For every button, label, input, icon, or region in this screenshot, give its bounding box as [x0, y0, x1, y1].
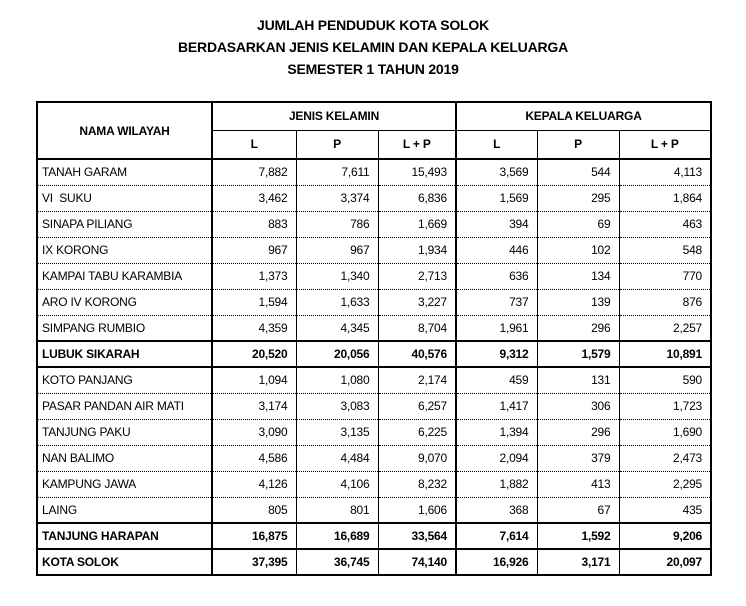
table-row — [37, 263, 711, 289]
table-row — [37, 393, 711, 419]
value-cell: 9,312 — [456, 341, 537, 367]
region-name-cell: KOTO PANJANG — [37, 367, 212, 393]
subtotal-row — [37, 341, 711, 367]
table-row — [37, 419, 711, 445]
value-cell: 4,484 — [296, 445, 378, 471]
column-header-kk-lp: L + P — [619, 130, 711, 159]
table-row — [37, 497, 711, 523]
value-cell: 805 — [212, 497, 296, 523]
value-cell: 3,174 — [212, 393, 296, 419]
value-cell: 20,520 — [212, 341, 296, 367]
value-cell: 6,836 — [378, 185, 456, 211]
value-cell: 379 — [537, 445, 619, 471]
value-cell: 876 — [619, 289, 711, 315]
value-cell: 3,171 — [537, 549, 619, 575]
value-cell: 1,080 — [296, 367, 378, 393]
column-header-jk-p: P — [296, 130, 378, 159]
value-cell: 4,586 — [212, 445, 296, 471]
value-cell: 3,135 — [296, 419, 378, 445]
value-cell: 296 — [537, 419, 619, 445]
report-title-block — [0, 0, 746, 80]
subtotal-row — [37, 549, 711, 575]
value-cell: 786 — [296, 211, 378, 237]
table-row — [37, 315, 711, 341]
value-cell: 1,934 — [378, 237, 456, 263]
value-cell: 7,611 — [296, 159, 378, 185]
value-cell: 4,113 — [619, 159, 711, 185]
value-cell: 1,961 — [456, 315, 537, 341]
region-name-cell: KAMPUNG JAWA — [37, 471, 212, 497]
value-cell: 7,614 — [456, 523, 537, 549]
region-name-cell: TANJUNG HARAPAN — [37, 523, 212, 549]
value-cell: 131 — [537, 367, 619, 393]
value-cell: 9,206 — [619, 523, 711, 549]
region-name-cell: TANAH GARAM — [37, 159, 212, 185]
value-cell: 435 — [619, 497, 711, 523]
population-table — [36, 101, 712, 576]
value-cell: 1,723 — [619, 393, 711, 419]
value-cell: 6,257 — [378, 393, 456, 419]
value-cell: 1,592 — [537, 523, 619, 549]
value-cell: 74,140 — [378, 549, 456, 575]
region-name-cell: VI SUKU — [37, 185, 212, 211]
value-cell: 967 — [296, 237, 378, 263]
value-cell: 36,745 — [296, 549, 378, 575]
column-header-kk-l: L — [456, 130, 537, 159]
value-cell: 2,094 — [456, 445, 537, 471]
value-cell: 1,669 — [378, 211, 456, 237]
value-cell: 967 — [212, 237, 296, 263]
value-cell: 7,882 — [212, 159, 296, 185]
value-cell: 20,097 — [619, 549, 711, 575]
value-cell: 2,713 — [378, 263, 456, 289]
value-cell: 1,569 — [456, 185, 537, 211]
value-cell: 8,232 — [378, 471, 456, 497]
column-group-kepala-keluarga: KEPALA KELUARGA — [456, 102, 711, 130]
value-cell: 413 — [537, 471, 619, 497]
column-header-jk-lp: L + P — [378, 130, 456, 159]
value-cell: 1,373 — [212, 263, 296, 289]
value-cell: 3,569 — [456, 159, 537, 185]
region-name-cell: TANJUNG PAKU — [37, 419, 212, 445]
table-body — [37, 159, 711, 575]
region-name-cell: KOTA SOLOK — [37, 549, 212, 575]
value-cell: 2,295 — [619, 471, 711, 497]
value-cell: 67 — [537, 497, 619, 523]
value-cell: 295 — [537, 185, 619, 211]
table-row — [37, 237, 711, 263]
value-cell: 544 — [537, 159, 619, 185]
value-cell: 636 — [456, 263, 537, 289]
value-cell: 10,891 — [619, 341, 711, 367]
table-header — [37, 102, 711, 159]
region-name-cell: ARO IV KORONG — [37, 289, 212, 315]
region-name-cell: SINAPA PILIANG — [37, 211, 212, 237]
value-cell: 1,864 — [619, 185, 711, 211]
region-name-cell: SIMPANG RUMBIO — [37, 315, 212, 341]
value-cell: 1,094 — [212, 367, 296, 393]
value-cell: 8,704 — [378, 315, 456, 341]
value-cell: 4,359 — [212, 315, 296, 341]
value-cell: 1,579 — [537, 341, 619, 367]
column-group-jenis-kelamin: JENIS KELAMIN — [212, 102, 456, 130]
table-row — [37, 289, 711, 315]
value-cell: 16,875 — [212, 523, 296, 549]
region-name-cell: NAN BALIMO — [37, 445, 212, 471]
table-row — [37, 185, 711, 211]
value-cell: 37,395 — [212, 549, 296, 575]
value-cell: 3,227 — [378, 289, 456, 315]
value-cell: 459 — [456, 367, 537, 393]
subtotal-row — [37, 523, 711, 549]
value-cell: 4,345 — [296, 315, 378, 341]
header-group-row — [37, 102, 711, 130]
value-cell: 33,564 — [378, 523, 456, 549]
value-cell: 590 — [619, 367, 711, 393]
region-name-cell: PASAR PANDAN AIR MATI — [37, 393, 212, 419]
value-cell: 2,174 — [378, 367, 456, 393]
value-cell: 1,633 — [296, 289, 378, 315]
value-cell: 4,126 — [212, 471, 296, 497]
value-cell: 883 — [212, 211, 296, 237]
value-cell: 770 — [619, 263, 711, 289]
region-name-cell: LUBUK SIKARAH — [37, 341, 212, 367]
table-row — [37, 445, 711, 471]
value-cell: 1,882 — [456, 471, 537, 497]
value-cell: 16,689 — [296, 523, 378, 549]
value-cell: 2,473 — [619, 445, 711, 471]
value-cell: 102 — [537, 237, 619, 263]
value-cell: 1,340 — [296, 263, 378, 289]
value-cell: 15,493 — [378, 159, 456, 185]
region-name-cell: KAMPAI TABU KARAMBIA — [37, 263, 212, 289]
value-cell: 463 — [619, 211, 711, 237]
table-row — [37, 211, 711, 237]
table-row — [37, 367, 711, 393]
value-cell: 139 — [537, 289, 619, 315]
value-cell: 296 — [537, 315, 619, 341]
column-header-kk-p: P — [537, 130, 619, 159]
value-cell: 134 — [537, 263, 619, 289]
value-cell: 6,225 — [378, 419, 456, 445]
column-header-nama-wilayah: NAMA WILAYAH — [37, 102, 212, 159]
title-line-1: JUMLAH PENDUDUK KOTA SOLOK — [256, 17, 490, 33]
value-cell: 3,083 — [296, 393, 378, 419]
value-cell: 69 — [537, 211, 619, 237]
table-row — [37, 159, 711, 185]
value-cell: 368 — [456, 497, 537, 523]
column-header-jk-l: L — [212, 130, 296, 159]
value-cell: 394 — [456, 211, 537, 237]
region-name-cell: LAING — [37, 497, 212, 523]
region-name-cell: IX KORONG — [37, 237, 212, 263]
value-cell: 3,090 — [212, 419, 296, 445]
value-cell: 446 — [456, 237, 537, 263]
value-cell: 9,070 — [378, 445, 456, 471]
value-cell: 737 — [456, 289, 537, 315]
value-cell: 1,594 — [212, 289, 296, 315]
value-cell: 3,462 — [212, 185, 296, 211]
value-cell: 40,576 — [378, 341, 456, 367]
value-cell: 4,106 — [296, 471, 378, 497]
value-cell: 548 — [619, 237, 711, 263]
value-cell: 1,606 — [378, 497, 456, 523]
value-cell: 1,394 — [456, 419, 537, 445]
table-row — [37, 471, 711, 497]
title-line-3: SEMESTER 1 TAHUN 2019 — [287, 61, 459, 77]
value-cell: 20,056 — [296, 341, 378, 367]
value-cell: 16,926 — [456, 549, 537, 575]
value-cell: 3,374 — [296, 185, 378, 211]
title-line-2: BERDASARKAN JENIS KELAMIN DAN KEPALA KELUARGA — [177, 39, 568, 55]
value-cell: 2,257 — [619, 315, 711, 341]
value-cell: 306 — [537, 393, 619, 419]
value-cell: 801 — [296, 497, 378, 523]
value-cell: 1,690 — [619, 419, 711, 445]
value-cell: 1,417 — [456, 393, 537, 419]
